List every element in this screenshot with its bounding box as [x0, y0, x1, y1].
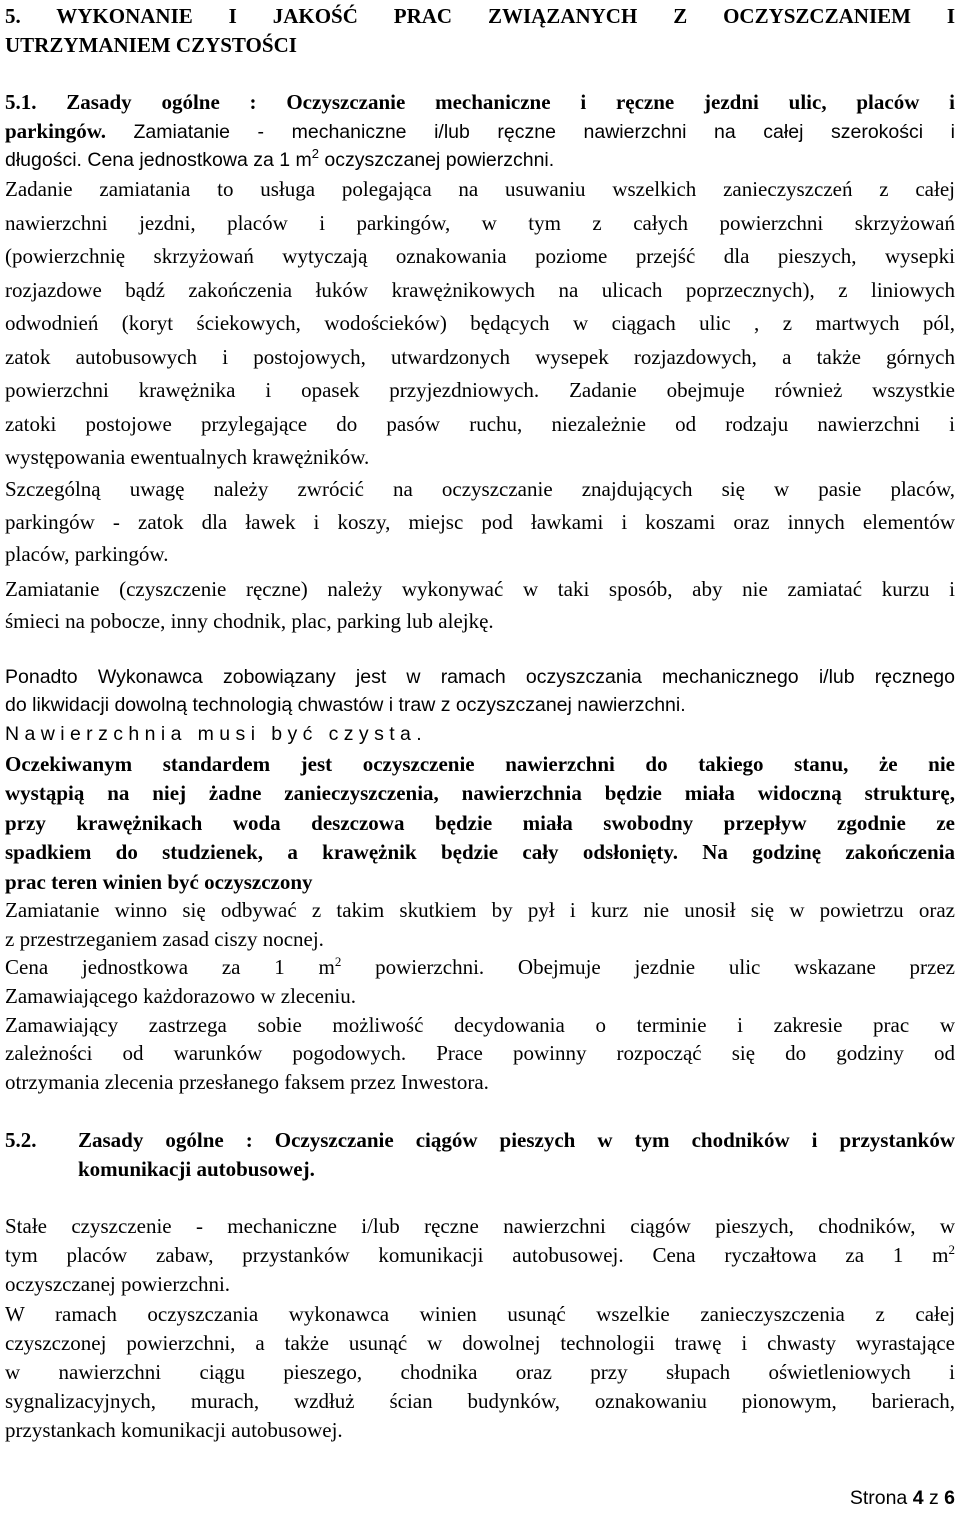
- sweeping-task-line: zatok autobusowych i postojowych, utwardzonych wysepek rozjazdowych, a także górnych: [5, 344, 955, 369]
- pedestrian-cleaning-line: w nawierzchni ciągu pieszego, chodnika oraz przy słupach oświetleniowych i: [5, 1360, 955, 1384]
- page-number: Strona 4 z 6: [849, 1487, 955, 1509]
- pedestrian-cleaning-line: W ramach oczyszczania wykonawca winien usunąć wszelkie zanieczyszczenia z całej: [5, 1302, 955, 1326]
- section-5-1-title-line-2: parkingów. Zamiatanie - mechaniczne i/lub ręczne nawierzchni na całej szerokości i: [5, 119, 955, 143]
- sweeping-task-line: zatoki postojowe przylegające do pasów ruchu, niezależnie od rodzaju nawierzchni i: [5, 411, 955, 436]
- section-5-1-unit-price: długości. Cena jednostkowa za 1 $m^2$ oczyszczanej powierzchni.: [5, 146, 555, 171]
- expected-standard-line: prac teren winien być oczyszczony: [5, 870, 313, 894]
- sweeping-task-line: (powierzchnię skrzyżowań wytyczają oznakowania poziome przejść dla pieszych, wysepki: [5, 244, 955, 268]
- sweeping-task-line: nawierzchni jezdni, placów i parkingów, w tym z całych powierzchni skrzyżowań: [5, 210, 955, 235]
- section-5-2-p1-line-1: Stałe czyszczenie - mechaniczne i/lub ręczne nawierzchni ciągów pieszych, chodników, w: [5, 1214, 955, 1238]
- dust-line: Zamiatanie winno się odbywać z takim skutkiem by pył i kurz nie unosił się w powietrzu oraz: [5, 898, 955, 922]
- unit-price-line: Zamawiającego każdorazowo w zleceniu.: [5, 984, 356, 1008]
- sweeping-task-line: odwodnień (koryt ściekowych, wodościeków) będących w ciągach ulic , z martwych pól,: [5, 311, 955, 335]
- dust-line: z przestrzeganiem zasad ciszy nocnej.: [5, 927, 324, 951]
- section-5-2-title-line-2: komunikacji autobusowej.: [78, 1157, 315, 1181]
- pedestrian-cleaning-line: przystankach komunikacji autobusowej.: [5, 1418, 343, 1442]
- pedestrian-cleaning-line: sygnalizacyjnych, murach, wzdłuż ścian budynków, oznakowaniu pionowym, barierach,: [5, 1389, 955, 1413]
- expected-standard-line: spadkiem do studzienek, a krawężnik będzie cały odsłonięty. Na godzinę zakończenia: [5, 840, 955, 864]
- weed-removal-line: do likwidacji dowolną technologią chwastów i traw z oczyszczanej nawierzchni.: [5, 694, 686, 716]
- special-attention-line: placów, parkingów.: [5, 542, 169, 566]
- sweeping-task-line: powierzchni krawężnika i opasek przyjezdniowych. Zadanie obejmuje również wszystkie: [5, 378, 955, 402]
- client-reserve-line: Zamawiający zastrzega sobie możliwość decydowania o terminie i zakresie prac w: [5, 1013, 955, 1037]
- section-5-title-line-1: 5. WYKONANIE I JAKOŚĆ PRAC ZWIĄZANYCH Z OCZYSZCZANIEM I: [5, 4, 955, 28]
- client-reserve-line: otrzymania zlecenia przesłanego faksem przez Inwestora.: [5, 1070, 489, 1094]
- section-5-2-p1-line-2: tym placów zabaw, przystanków komunikacji autobusowej. Cena ryczałtowa za 1 $m^2$: [5, 1242, 955, 1267]
- section-5-1-title: 5.1. Zasady ogólne : Oczyszczanie mechaniczne i ręczne jezdni ulic, placów i: [5, 90, 955, 114]
- pedestrian-cleaning-line: czyszczonej powierzchni, a także usunąć w dowolnej technologii trawę i chwasty wyrastające: [5, 1331, 955, 1355]
- sweeping-task-line: Zadanie zamiatania to usługa polegająca na usuwaniu wszelkich zanieczyszczeń z całej: [5, 177, 955, 201]
- client-reserve-line: zależności od warunków pogodowych. Prace powinny rozpocząć się do godziny od: [5, 1041, 955, 1065]
- sweeping-method-line: Zamiatanie (czyszczenie ręczne) należy wykonywać w taki sposób, aby nie zamiatać kurzu i: [5, 577, 955, 601]
- expected-standard-line: przy krawężnikach woda deszczowa będzie miała swobodny przepływ zgodnie ze: [5, 811, 955, 835]
- special-attention-line: Szczególną uwagę należy zwrócić na oczyszczanie znajdujących się w pasie placów,: [5, 477, 955, 501]
- sweeping-task-line: występowania ewentualnych krawężników.: [5, 445, 370, 469]
- section-5-2-p1-line-3: oczyszczanej powierzchni.: [5, 1272, 231, 1296]
- expected-standard-line: Oczekiwanym standardem jest oczyszczenie nawierzchni do takiego stanu, że nie: [5, 752, 955, 776]
- sweeping-task-line: rozjazdowe bądź zakończenia łuków krawężnikowych na ulicach poprzecznych), z liniowych: [5, 277, 955, 302]
- section-5-2-number: 5.2.: [5, 1128, 37, 1152]
- sweeping-method-line: śmieci na pobocze, inny chodnik, plac, parking lub alejkę.: [5, 609, 494, 633]
- surface-clean-note: Nawierzchnia musi być czysta.: [5, 723, 422, 745]
- unit-price-line: Cena jednostkowa za 1 $m^2$ powierzchni. Obejmuje jezdnie ulic wskazane przez: [5, 954, 955, 979]
- weed-removal-line: Ponadto Wykonawca zobowiązany jest w ramach oczyszczania mechanicznego i/lub ręcznego: [5, 666, 955, 688]
- expected-standard-line: wystąpią na niej żadne zanieczyszczenia, nawierzchnia będzie miała widoczną strukturę,: [5, 781, 955, 805]
- special-attention-line: parkingów - zatok dla ławek i koszy, miejsc pod ławkami i koszami oraz innych elementów: [5, 510, 955, 534]
- section-5-title-line-2: UTRZYMANIEM CZYSTOŚCI: [5, 33, 297, 57]
- section-5-2-title-line-1: Zasady ogólne : Oczyszczanie ciągów pieszych w tym chodników i przystanków: [78, 1128, 955, 1152]
